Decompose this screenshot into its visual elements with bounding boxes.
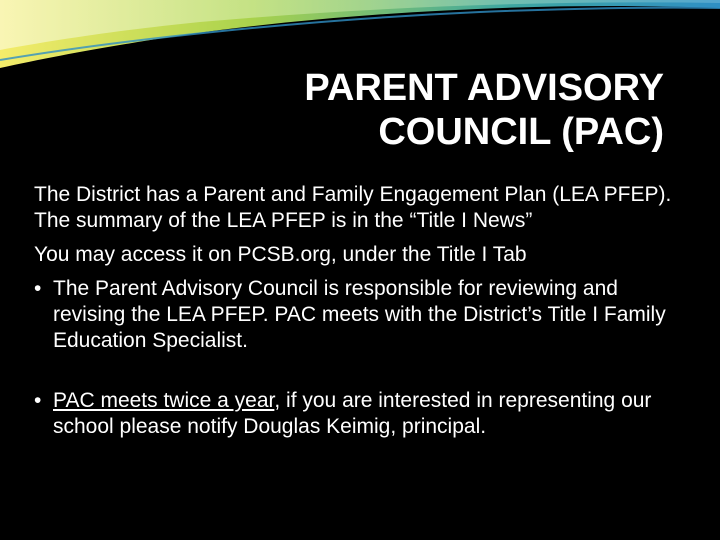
intro-paragraph: The District has a Parent and Family Engagement Plan (LEA PFEP). The summary of the LEA PFEP is in the “Title I News” [34,183,672,232]
slide-body [34,182,674,440]
slide-title-line-1: PARENT ADVISORY [304,67,664,109]
bullet-text-meetings-underlined: PAC meets twice a year [53,389,275,412]
bullet-item-meetings [34,388,674,440]
bullet-text-responsibility: The Parent Advisory Council is responsible for reviewing and revising the LEA PFEP. PAC meets with the District’s Title I Family Education Specialist. [53,277,666,352]
header-swoosh-decoration [0,0,720,70]
bullet-marker: • [34,389,42,412]
bullet-item-responsibility [34,276,674,354]
slide-title [144,66,664,154]
bullet-text-meetings-rest: , if you are interested in representing our school please notify Douglas Keimig, principal. [53,389,652,438]
slide-title-line-2: COUNCIL (PAC) [378,111,664,153]
bullet-marker: • [34,277,42,300]
access-paragraph: You may access it on PCSB.org, under the Title I Tab [34,243,527,266]
bullet-list [34,276,674,440]
